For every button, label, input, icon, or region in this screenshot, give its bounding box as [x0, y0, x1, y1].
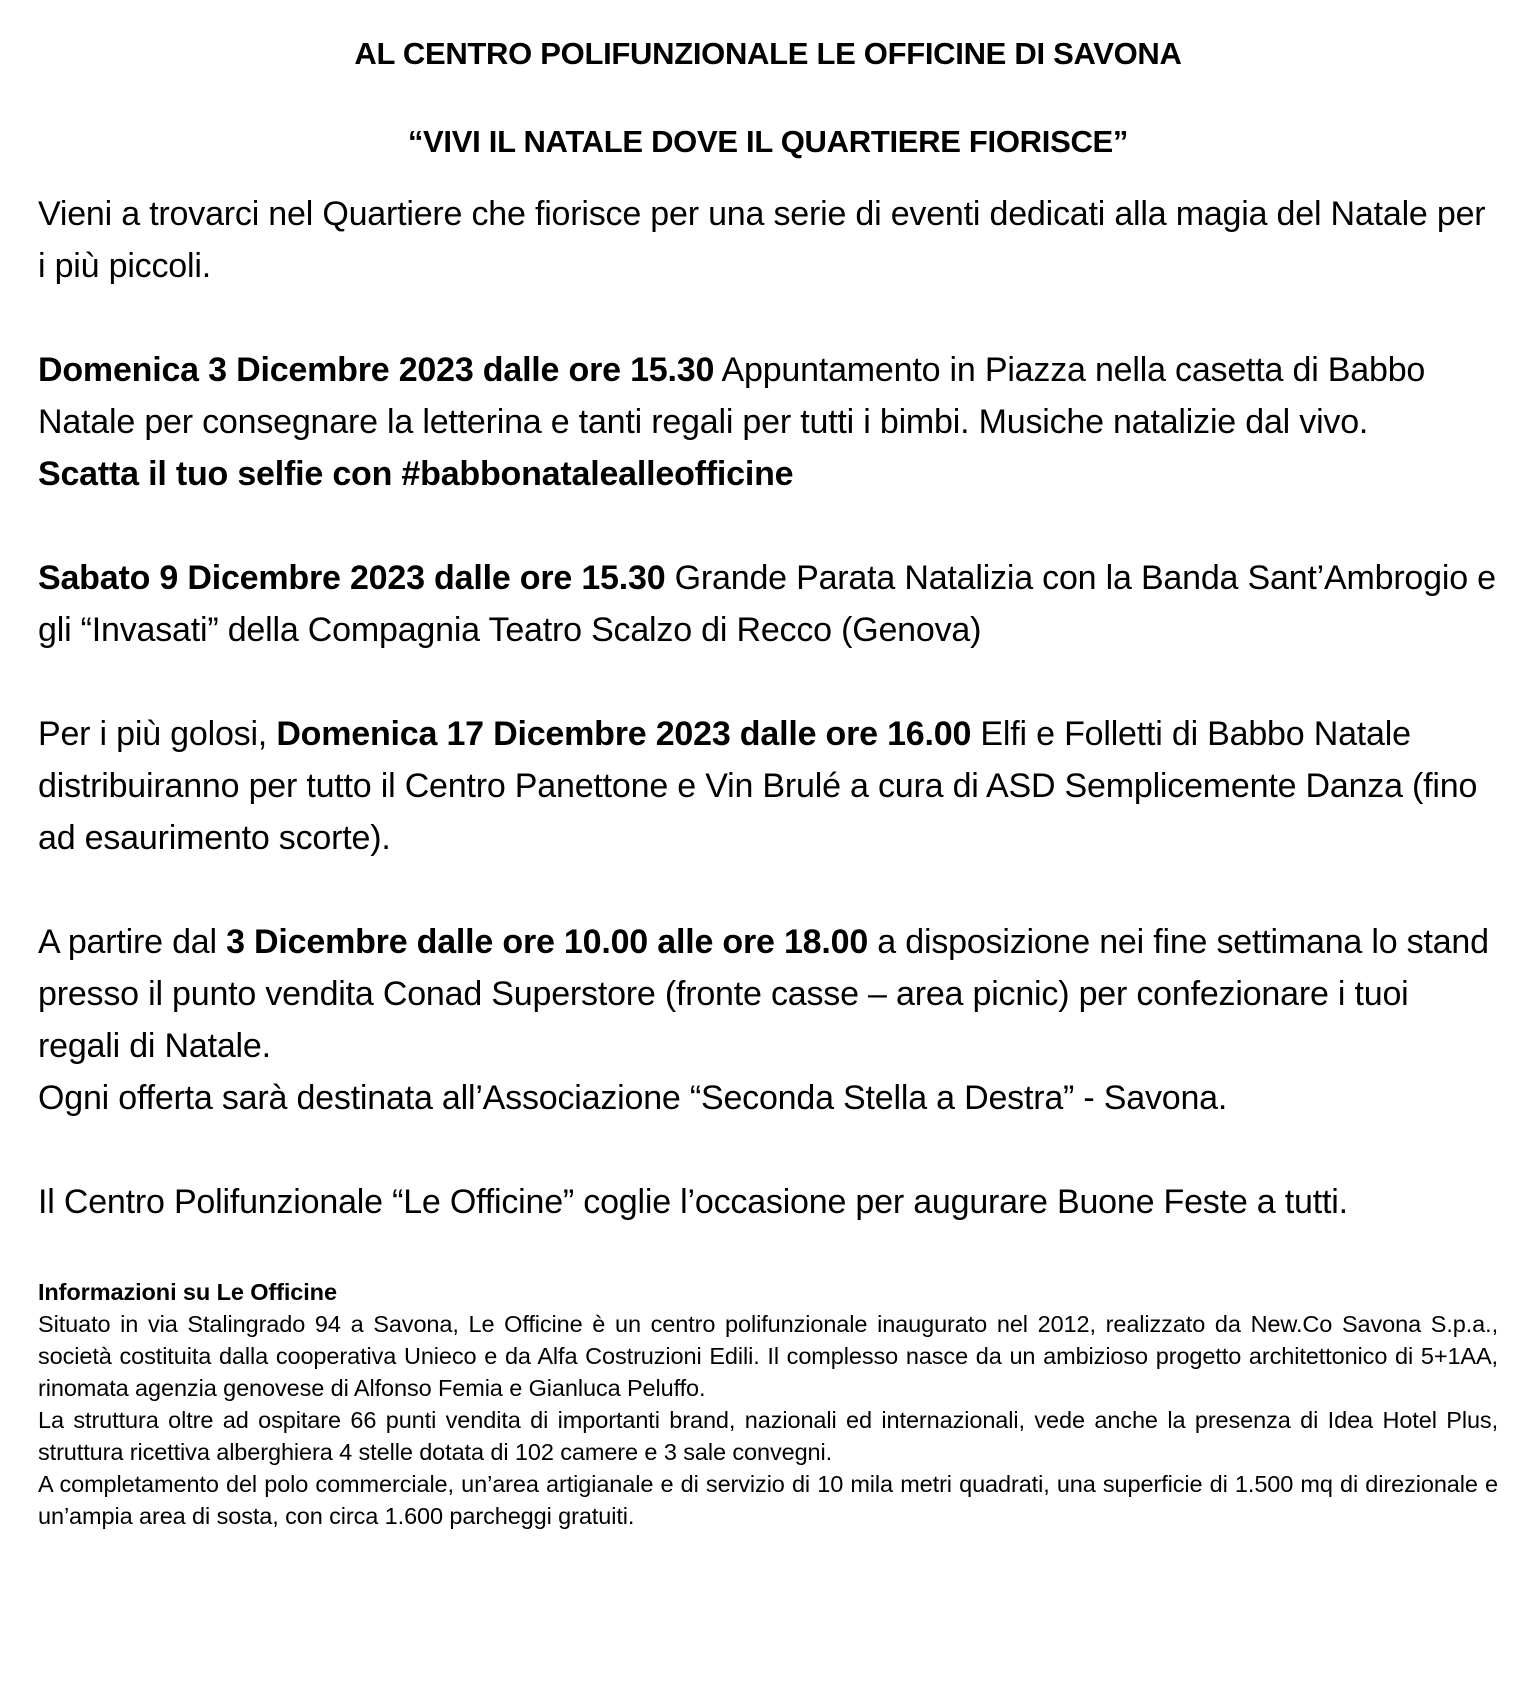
- event-4-paragraph: [38, 916, 1498, 1072]
- event-1-date: Domenica 3 Dicembre 2023 dalle ore 15.30: [38, 351, 715, 389]
- intro-paragraph: Vieni a trovarci nel Quartiere che fiorisce per una serie di eventi dedicati alla magia del Natale per i più piccoli.: [38, 195, 1486, 285]
- selfie-hashtag-line: Scatta il tuo selfie con #babbonatalealleofficine: [38, 455, 794, 493]
- event-1-paragraph: [38, 344, 1498, 448]
- event-4-date: 3 Dicembre dalle ore 10.00 alle ore 18.00: [226, 923, 869, 961]
- info-heading: Informazioni su Le Officine: [38, 1279, 337, 1305]
- event-3-date: Domenica 17 Dicembre 2023 dalle ore 16.00: [276, 715, 972, 753]
- document-title: AL CENTRO POLIFUNZIONALE LE OFFICINE DI SAVONA: [354, 36, 1182, 71]
- event-3-text: Elfi e Folletti di Babbo Natale distribuiranno per tutto il Centro Panettone e Vin Brulé a cura di ASD Semplicemente Danza (fino ad esaurimento scorte).: [38, 715, 1478, 857]
- event-4-offer: Ogni offerta sarà destinata all’Associazione “Seconda Stella a Destra” - Savona.: [38, 1079, 1228, 1117]
- event-2-paragraph: [38, 552, 1498, 656]
- greeting-paragraph: Il Centro Polifunzionale “Le Officine” coglie l’occasione per augurare Buone Feste a tutti.: [38, 1183, 1348, 1221]
- event-3-prefix: Per i più golosi,: [38, 715, 277, 753]
- info-paragraph-2: La struttura oltre ad ospitare 66 punti vendita di importanti brand, nazionali ed internazionali, vede anche la presenza di Idea Hotel Plus, struttura ricettiva alberghiera 4 stelle dotata di 102 camere e 3 sale convegni.: [38, 1407, 1498, 1465]
- info-paragraph-1: Situato in via Stalingrado 94 a Savona, Le Officine è un centro polifunzionale inaugurato nel 2012, realizzato da New.Co Savona S.p.a., società costituita dalla cooperativa Unieco e da Alfa Costruzioni Edili. Il complesso nasce da un ambizioso progetto architettonico di 5+1AA, rinomata agenzia genovese di Alfonso Femia e Gianluca Peluffo.: [38, 1311, 1498, 1401]
- event-4-prefix: A partire dal: [38, 923, 227, 961]
- info-paragraph-3: A completamento del polo commerciale, un’area artigianale e di servizio di 10 mila metri quadrati, una superficie di 1.500 mq di direzionale e un’ampia area di sosta, con circa 1.600 parcheggi gratuiti.: [38, 1471, 1498, 1529]
- event-1-selfie: [38, 448, 1498, 500]
- document-subtitle: “VIVI IL NATALE DOVE IL QUARTIERE FIORISCE”: [407, 124, 1129, 159]
- event-3-paragraph: [38, 708, 1498, 864]
- event-2-text: Grande Parata Natalizia con la Banda Sant’Ambrogio e gli “Invasati” della Compagnia Teatro Scalzo di Recco (Genova): [38, 559, 1496, 649]
- event-4-text: a disposizione nei fine settimana lo stand presso il punto vendita Conad Superstore (fronte casse – area picnic) per confezionare i tuoi regali di Natale.: [38, 923, 1489, 1065]
- event-1-text: Appuntamento in Piazza nella casetta di Babbo Natale per consegnare la letterina e tanti regali per tutti i bimbi. Musiche natalizie dal vivo.: [38, 351, 1426, 441]
- event-2-date: Sabato 9 Dicembre 2023 dalle ore 15.30: [38, 559, 666, 597]
